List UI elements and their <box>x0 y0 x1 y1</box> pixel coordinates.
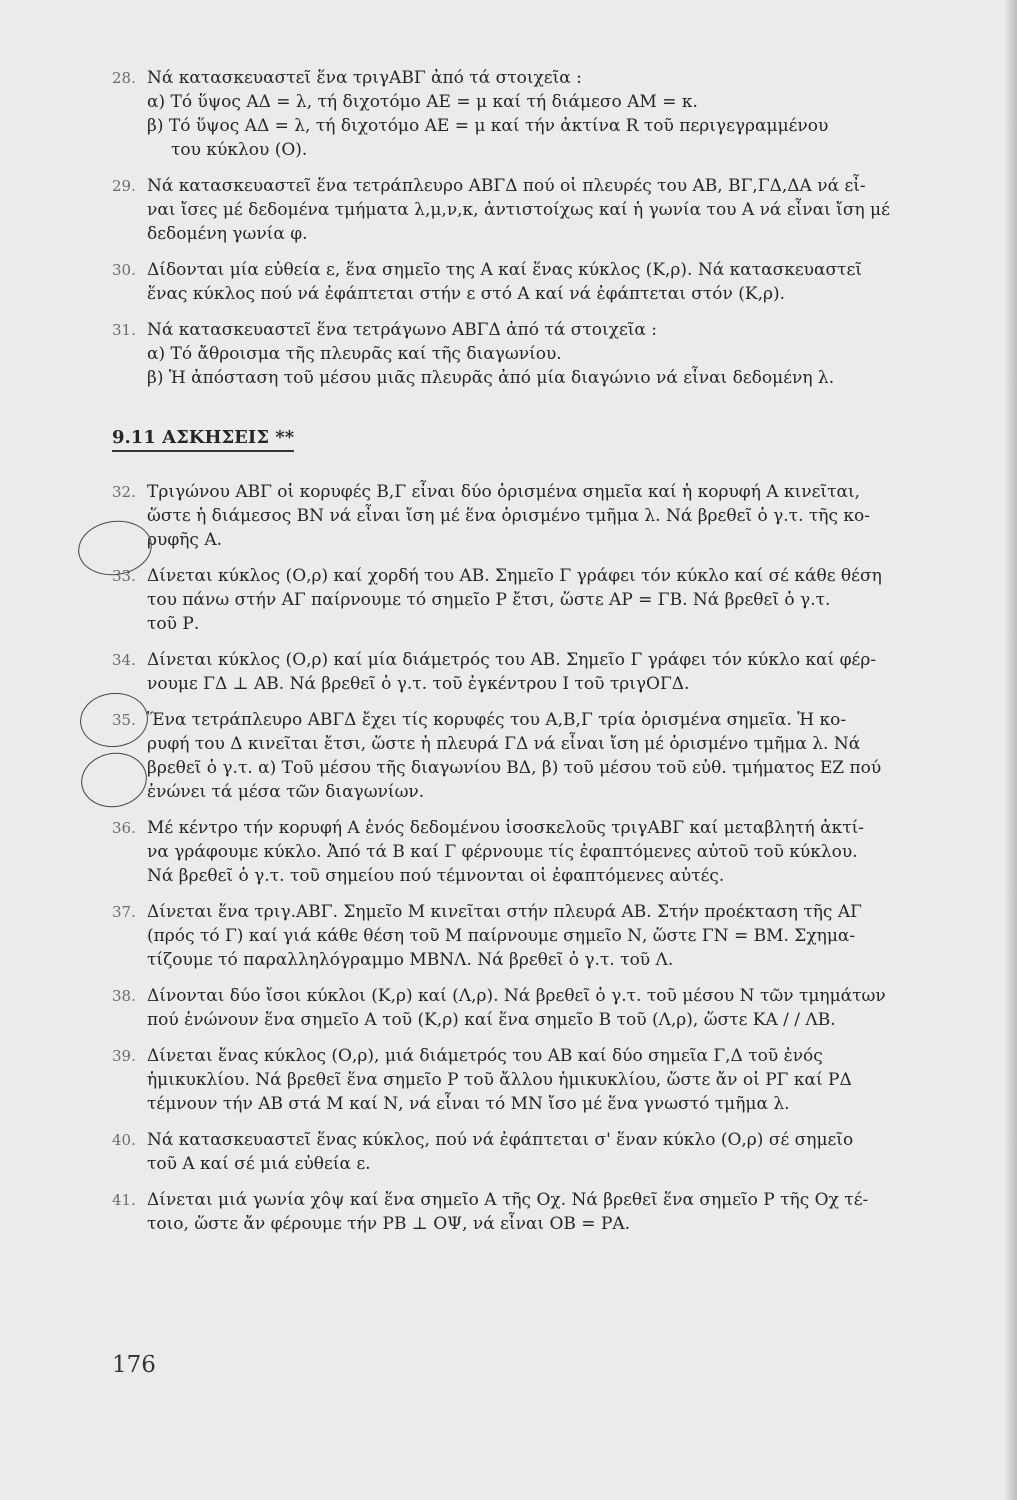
exercise-30 <box>112 258 924 306</box>
exercise-36 <box>112 816 924 888</box>
exercise-number: 37. <box>112 903 136 921</box>
exercise-number: 34. <box>112 651 136 669</box>
exercise-line: Ἕνα τετράπλευρο ΑΒΓΔ ἔχει τίς κορυφές του Α,Β,Γ τρία ὁρισμένα σημεῖα. Ἡ κο- <box>147 710 847 730</box>
exercise-line: α) Τό ὕψος ΑΔ = λ, τή διχοτόμο ΑΕ = μ καί τή διάμεσο ΑΜ = κ. <box>147 92 698 112</box>
exercise-38 <box>112 984 924 1032</box>
exercise-line: ἡμικυκλίου. Νά βρεθεῖ ἕνα σημεῖο Ρ τοῦ ἄλλου ἡμικυκλίου, ὥστε ἄν οἱ ΡΓ καί ΡΔ <box>147 1070 852 1090</box>
exercise-line: τοιο, ὥστε ἄν φέρουμε τήν ΡΒ ⊥ ΟΨ, νά εἶναι ΟΒ = ΡΑ. <box>147 1214 631 1234</box>
exercise-line: του πάνω στήν ΑΓ παίρνουμε τό σημεῖο Ρ ἔτσι, ὥστε ΑΡ = ΓΒ. Νά βρεθεῖ ὁ γ.τ. <box>147 590 831 610</box>
exercise-40 <box>112 1128 924 1176</box>
exercise-line: Νά κατασκευαστεῖ ἕνα τετράγωνο ΑΒΓΔ ἀπό τά στοιχεῖα : <box>147 320 658 340</box>
exercise-number: 33. <box>112 567 136 585</box>
exercise-line: βρεθεῖ ὁ γ.τ. α) Τοῦ μέσου τῆς διαγωνίου ΒΔ, β) τοῦ μέσου τοῦ εὐθ. τμήματος ΕΖ πού <box>147 758 882 778</box>
exercise-line: (πρός τό Γ) καί γιά κάθε θέση τοῦ Μ παίρνουμε σημεῖο Ν, ὥστε ΓΝ = ΒΜ. Σχημα- <box>147 926 856 946</box>
exercise-line: Δίνεται ἕνας κύκλος (Ο,ρ), μιά διάμετρός του ΑΒ καί δύο σημεῖα Γ,Δ τοῦ ἑνός <box>147 1046 823 1066</box>
exercise-line: ἑνώνει τά μέσα τῶν διαγωνίων. <box>147 782 425 802</box>
exercise-line: Νά κατασκευαστεῖ ἕνα τετράπλευρο ΑΒΓΔ πού οἱ πλευρές του ΑΒ, ΒΓ,ΓΔ,ΔΑ νά εἶ- <box>147 176 866 196</box>
exercise-number: 29. <box>112 177 136 195</box>
exercise-line: ναι ἴσες μέ δεδομένα τμήματα λ,μ,ν,κ, ἀντιστοίχως καί ἡ γωνία του Α νά εἶναι ἴση μέ <box>147 200 890 220</box>
exercise-number: 38. <box>112 987 136 1005</box>
exercise-35 <box>112 708 924 804</box>
exercise-line: Δίδονται μία εὐθεία ε, ἕνα σημεῖο της Α καί ἕνας κύκλος (Κ,ρ). Νά κατασκευαστεῖ <box>147 260 862 280</box>
exercise-number: 35. <box>112 711 136 729</box>
page-edge-shadow <box>1005 0 1017 1500</box>
exercise-line: Νά κατασκευαστεῖ ἕνα τριγΑΒΓ ἀπό τά στοιχεῖα : <box>147 68 582 88</box>
exercise-number: 36. <box>112 819 136 837</box>
exercise-line: πού ἑνώνουν ἕνα σημεῖο Α τοῦ (Κ,ρ) καί ἕνα σημεῖο Β τοῦ (Λ,ρ), ὥστε ΚΑ / / ΛΒ. <box>147 1010 836 1030</box>
section-heading-text: 9.11 ΑΣΚΗΣΕΙΣ ** <box>112 427 294 452</box>
exercise-line: δεδομένη γωνία φ. <box>147 224 308 244</box>
exercise-number: 39. <box>112 1047 136 1065</box>
exercise-number: 32. <box>112 483 136 501</box>
exercise-line: τοῦ Α καί σέ μιά εὐθεία ε. <box>147 1154 371 1174</box>
exercise-number: 28. <box>112 69 136 87</box>
page-number: 176 <box>112 1352 156 1378</box>
exercise-line: Δίνεται μιά γωνία χôψ καί ἕνα σημεῖο Α τῆς Οχ. Νά βρεθεῖ ἕνα σημεῖο Ρ τῆς Οχ τέ- <box>147 1190 869 1210</box>
exercise-line: β) Ἡ ἀπόσταση τοῦ μέσου μιᾶς πλευρᾶς ἀπό μία διαγώνιο νά εἶναι δεδομένη λ. <box>147 368 835 388</box>
exercise-number: 31. <box>112 321 136 339</box>
exercise-33 <box>112 564 924 636</box>
exercise-line: τοῦ Ρ. <box>147 614 200 634</box>
exercise-line: τίζουμε τό παραλληλόγραμμο ΜΒΝΛ. Νά βρεθεῖ ὁ γ.τ. τοῦ Λ. <box>147 950 674 970</box>
exercise-line: Δίνεται κύκλος (Ο,ρ) καί μία διάμετρός του ΑΒ. Σημεῖο Γ γράφει τόν κύκλο καί φέρ- <box>147 650 877 670</box>
exercise-line: νουμε ΓΔ ⊥ ΑΒ. Νά βρεθεῖ ὁ γ.τ. τοῦ ἐγκέντρου Ι τοῦ τριγΟΓΔ. <box>147 674 690 694</box>
exercise-line: Δίνεται ἕνα τριγ.ΑΒΓ. Σημεῖο Μ κινεῖται στήν πλευρά ΑΒ. Στήν προέκταση τῆς ΑΓ <box>147 902 862 922</box>
exercise-line: να γράφουμε κύκλο. Ἀπό τά Β καί Γ φέρνουμε τίς ἐφαπτόμενες αὐτοῦ τοῦ κύκλου. <box>147 842 858 862</box>
exercise-line: Δίνεται κύκλος (Ο,ρ) καί χορδή του ΑΒ. Σημεῖο Γ γράφει τόν κύκλο καί σέ κάθε θέση <box>147 566 882 586</box>
exercise-number: 30. <box>112 261 136 279</box>
exercise-34 <box>112 648 924 696</box>
exercise-39 <box>112 1044 924 1116</box>
exercise-32 <box>112 480 924 552</box>
section-heading <box>112 426 924 450</box>
exercise-line: τέμνουν τήν ΑΒ στά Μ καί Ν, νά εἶναι τό ΜΝ ἴσο μέ ἕνα γνωστό τμῆμα λ. <box>147 1094 790 1114</box>
exercise-line: β) Τό ὕψος ΑΔ = λ, τή διχοτόμο ΑΕ = μ καί τήν ἀκτίνα R τοῦ περιγεγραμμένου <box>147 116 829 136</box>
exercise-41 <box>112 1188 924 1236</box>
exercise-line: Νά βρεθεῖ ὁ γ.τ. τοῦ σημείου πού τέμνονται οἱ ἐφαπτόμενες αὐτές. <box>147 866 725 886</box>
exercise-line: ἕνας κύκλος πού νά ἐφάπτεται στήν ε στό Α καί νά ἐφάπτεται στόν (Κ,ρ). <box>147 284 786 304</box>
exercise-29 <box>112 174 924 246</box>
exercise-31 <box>112 318 924 390</box>
exercise-line: ρυφῆς Α. <box>147 530 223 550</box>
exercise-number: 40. <box>112 1131 136 1149</box>
exercise-line: του κύκλου (Ο). <box>171 140 308 160</box>
exercise-line: Δίνονται δύο ἴσοι κύκλοι (Κ,ρ) καί (Λ,ρ). Νά βρεθεῖ ὁ γ.τ. τοῦ μέσου Ν τῶν τμημάτων <box>147 986 886 1006</box>
exercise-line: Τριγώνου ΑΒΓ οἱ κορυφές Β,Γ εἶναι δύο ὁρισμένα σημεῖα καί ἡ κορυφή Α κινεῖται, <box>147 482 861 502</box>
exercise-28 <box>112 66 924 162</box>
exercise-line: Μέ κέντρο τήν κορυφή Α ἑνός δεδομένου ἰσοσκελοῦς τριγΑΒΓ καί μεταβλητή ἀκτί- <box>147 818 865 838</box>
exercise-number: 41. <box>112 1191 136 1209</box>
exercise-37 <box>112 900 924 972</box>
exercise-line: Νά κατασκευαστεῖ ἕνας κύκλος, πού νά ἐφάπτεται σ' ἕναν κύκλο (Ο,ρ) σέ σημεῖο <box>147 1130 854 1150</box>
exercise-line: ὥστε ἡ διάμεσος ΒΝ νά εἶναι ἴση μέ ἕνα ὁρισμένο τμῆμα λ. Νά βρεθεῖ ὁ γ.τ. τῆς κο- <box>147 506 870 526</box>
exercise-line: α) Τό ἄθροισμα τῆς πλευρᾶς καί τῆς διαγωνίου. <box>147 344 562 364</box>
textbook-page <box>112 66 924 1248</box>
exercise-line: ρυφή του Δ κινεῖται ἔτσι, ὥστε ἡ πλευρά ΓΔ νά εἶναι ἴση μέ ὁρισμένο τμῆμα λ. Νά <box>147 734 861 754</box>
